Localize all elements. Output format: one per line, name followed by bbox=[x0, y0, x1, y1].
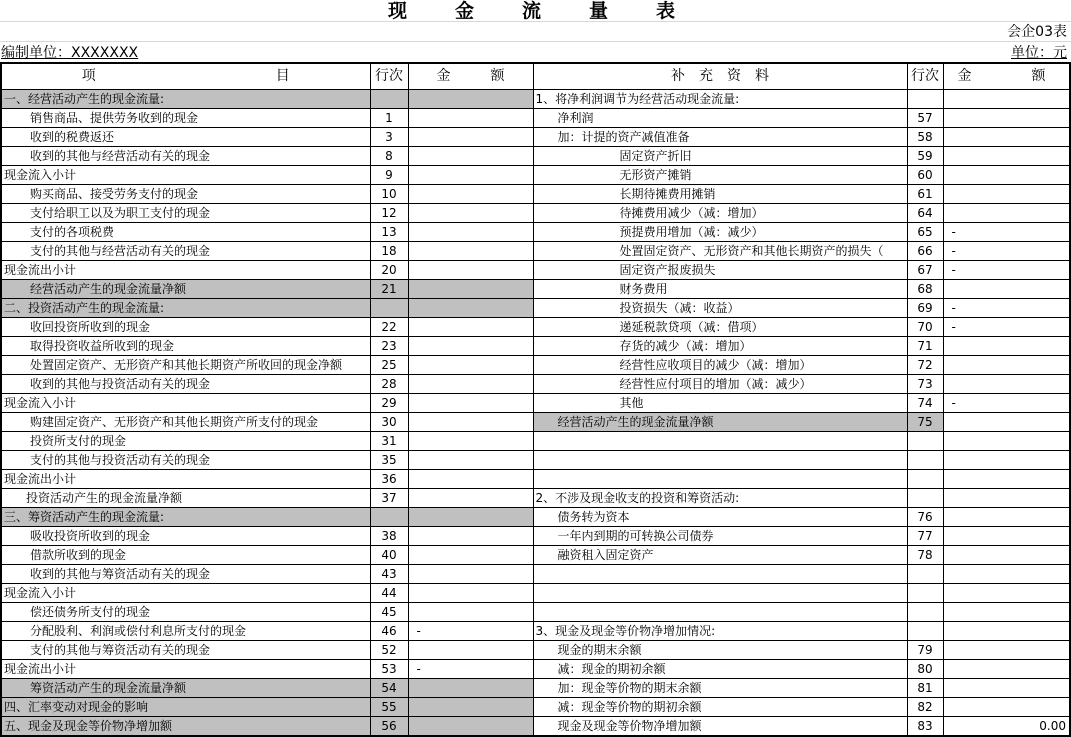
supplement-label: 固定资产报废损失 bbox=[533, 260, 907, 279]
amount-cell[interactable] bbox=[943, 146, 1070, 165]
item-label: 取得投资收益所收到的现金 bbox=[1, 336, 370, 355]
supplement-label: 待摊费用减少（减：增加） bbox=[533, 203, 907, 222]
table-row bbox=[1, 374, 1070, 393]
supplement-label: 无形资产摊销 bbox=[533, 165, 907, 184]
amount-cell[interactable] bbox=[408, 89, 533, 108]
row-number bbox=[907, 450, 943, 469]
company-label: 编制单位：XXXXXXX bbox=[1, 45, 139, 61]
item-label: 现金流出小计 bbox=[1, 659, 370, 678]
table-row bbox=[1, 203, 1070, 222]
item-label: 三、筹资活动产生的现金流量: bbox=[1, 507, 370, 526]
amount-cell[interactable] bbox=[408, 108, 533, 127]
amount-cell[interactable] bbox=[943, 697, 1070, 716]
header-row-no-right: 行次 bbox=[907, 63, 943, 89]
row-number: 45 bbox=[370, 602, 408, 621]
row-number: 37 bbox=[370, 488, 408, 507]
row-number: 65 bbox=[907, 222, 943, 241]
item-label: 一、经营活动产生的现金流量: bbox=[1, 89, 370, 108]
amount-cell[interactable] bbox=[943, 336, 1070, 355]
supplement-label: 递延税款贷项（减：借项） bbox=[533, 317, 907, 336]
item-label: 收到的其他与筹资活动有关的现金 bbox=[1, 564, 370, 583]
table-row bbox=[1, 697, 1070, 716]
supplement-label: 加：现金等价物的期末余额 bbox=[533, 678, 907, 697]
row-number: 61 bbox=[907, 184, 943, 203]
header-amount-right: 金 额 bbox=[943, 63, 1070, 89]
amount-cell[interactable] bbox=[408, 526, 533, 545]
row-number: 68 bbox=[907, 279, 943, 298]
item-label: 投资所支付的现金 bbox=[1, 431, 370, 450]
amount-cell[interactable] bbox=[943, 412, 1070, 431]
table-row bbox=[1, 526, 1070, 545]
row-number bbox=[907, 564, 943, 583]
row-number: 60 bbox=[907, 165, 943, 184]
amount-cell[interactable] bbox=[408, 564, 533, 583]
amount-cell[interactable] bbox=[408, 184, 533, 203]
amount-cell[interactable]: 0.00 bbox=[943, 716, 1070, 736]
form-number: 会企03表 bbox=[1007, 24, 1067, 40]
amount-cell[interactable] bbox=[943, 469, 1070, 488]
table-row bbox=[1, 469, 1070, 488]
supplement-label: 财务费用 bbox=[533, 279, 907, 298]
row-number: 23 bbox=[370, 336, 408, 355]
amount-cell[interactable] bbox=[943, 355, 1070, 374]
table-row bbox=[1, 317, 1070, 336]
item-label: 吸收投资所收到的现金 bbox=[1, 526, 370, 545]
supplement-label: 2、不涉及现金收支的投资和筹资活动: bbox=[533, 488, 907, 507]
row-number: 36 bbox=[370, 469, 408, 488]
item-label: 偿还债务所支付的现金 bbox=[1, 602, 370, 621]
table-row bbox=[1, 488, 1070, 507]
amount-cell[interactable] bbox=[408, 450, 533, 469]
row-number: 69 bbox=[907, 298, 943, 317]
supplement-label: 投资损失（减：收益） bbox=[533, 298, 907, 317]
row-number: 35 bbox=[370, 450, 408, 469]
item-label: 支付的各项税费 bbox=[1, 222, 370, 241]
row-number: 59 bbox=[907, 146, 943, 165]
amount-cell[interactable] bbox=[943, 640, 1070, 659]
amount-cell[interactable] bbox=[408, 507, 533, 526]
row-number: 43 bbox=[370, 564, 408, 583]
row-number: 40 bbox=[370, 545, 408, 564]
row-number: 79 bbox=[907, 640, 943, 659]
item-label: 五、现金及现金等价物净增加额 bbox=[1, 716, 370, 736]
amount-cell[interactable] bbox=[943, 108, 1070, 127]
amount-cell[interactable] bbox=[408, 203, 533, 222]
row-number: 66 bbox=[907, 241, 943, 260]
amount-cell[interactable] bbox=[943, 450, 1070, 469]
amount-cell[interactable] bbox=[943, 127, 1070, 146]
row-number: 9 bbox=[370, 165, 408, 184]
row-number: 31 bbox=[370, 431, 408, 450]
row-number: 21 bbox=[370, 279, 408, 298]
row-number: 10 bbox=[370, 184, 408, 203]
item-label: 收回投资所收到的现金 bbox=[1, 317, 370, 336]
row-number: 64 bbox=[907, 203, 943, 222]
table-row bbox=[1, 583, 1070, 602]
row-number: 55 bbox=[370, 697, 408, 716]
row-number bbox=[907, 431, 943, 450]
supplement-label: 融资租入固定资产 bbox=[533, 545, 907, 564]
supplement-label: 1、将净利润调节为经营活动现金流量: bbox=[533, 89, 907, 108]
item-label: 二、投资活动产生的现金流量: bbox=[1, 298, 370, 317]
item-label: 四、汇率变动对现金的影响 bbox=[1, 697, 370, 716]
supplement-label bbox=[533, 583, 907, 602]
amount-cell[interactable] bbox=[943, 526, 1070, 545]
supplement-label: 现金及现金等价物净增加额 bbox=[533, 716, 907, 736]
cash-flow-table bbox=[0, 62, 1071, 737]
item-label: 支付给职工以及为职工支付的现金 bbox=[1, 203, 370, 222]
amount-cell[interactable]: - bbox=[408, 621, 533, 640]
table-row bbox=[1, 146, 1070, 165]
table-row bbox=[1, 716, 1070, 736]
supplement-label: 一年内到期的可转换公司债券 bbox=[533, 526, 907, 545]
item-label: 筹资活动产生的现金流量净额 bbox=[1, 678, 370, 697]
row-number: 76 bbox=[907, 507, 943, 526]
supplement-label: 3、现金及现金等价物净增加情况: bbox=[533, 621, 907, 640]
amount-cell[interactable]: - bbox=[408, 659, 533, 678]
header-row bbox=[1, 63, 1070, 89]
row-number: 57 bbox=[907, 108, 943, 127]
row-number: 72 bbox=[907, 355, 943, 374]
table-row bbox=[1, 678, 1070, 697]
amount-cell[interactable] bbox=[943, 678, 1070, 697]
table-row bbox=[1, 507, 1070, 526]
item-label: 收到的其他与投资活动有关的现金 bbox=[1, 374, 370, 393]
table-row bbox=[1, 336, 1070, 355]
amount-cell[interactable] bbox=[943, 203, 1070, 222]
row-number: 77 bbox=[907, 526, 943, 545]
row-number: 74 bbox=[907, 393, 943, 412]
amount-cell[interactable]: - bbox=[943, 222, 1070, 241]
amount-cell[interactable] bbox=[943, 602, 1070, 621]
table-row bbox=[1, 108, 1070, 127]
amount-cell[interactable] bbox=[408, 716, 533, 736]
row-number: 13 bbox=[370, 222, 408, 241]
supplement-label: 存货的减少（减：增加） bbox=[533, 336, 907, 355]
item-label: 借款所收到的现金 bbox=[1, 545, 370, 564]
supplement-label bbox=[533, 602, 907, 621]
amount-cell[interactable] bbox=[408, 127, 533, 146]
header-supplement: 补 充 资 料 bbox=[533, 63, 907, 89]
row-number bbox=[907, 89, 943, 108]
row-number: 25 bbox=[370, 355, 408, 374]
amount-cell[interactable]: - bbox=[943, 298, 1070, 317]
amount-cell[interactable] bbox=[408, 146, 533, 165]
report-title: 现金流量表 bbox=[0, 0, 1071, 22]
table-row bbox=[1, 545, 1070, 564]
supplement-label: 减：现金的期初余额 bbox=[533, 659, 907, 678]
supplement-label: 现金的期末余额 bbox=[533, 640, 907, 659]
item-label: 现金流入小计 bbox=[1, 583, 370, 602]
amount-cell[interactable]: - bbox=[943, 393, 1070, 412]
amount-cell[interactable]: - bbox=[943, 260, 1070, 279]
amount-cell[interactable] bbox=[408, 640, 533, 659]
supplement-label: 处置固定资产、无形资产和其他长期资产的损失（ bbox=[533, 241, 907, 260]
row-number: 80 bbox=[907, 659, 943, 678]
amount-cell[interactable] bbox=[943, 89, 1070, 108]
row-number: 18 bbox=[370, 241, 408, 260]
row-number: 30 bbox=[370, 412, 408, 431]
header-row-no: 行次 bbox=[370, 63, 408, 89]
item-label: 收到的税费返还 bbox=[1, 127, 370, 146]
row-number: 81 bbox=[907, 678, 943, 697]
row-number bbox=[907, 621, 943, 640]
row-number: 67 bbox=[907, 260, 943, 279]
amount-cell[interactable] bbox=[943, 165, 1070, 184]
amount-cell[interactable] bbox=[408, 678, 533, 697]
row-number: 29 bbox=[370, 393, 408, 412]
amount-cell[interactable] bbox=[408, 488, 533, 507]
table-row bbox=[1, 355, 1070, 374]
supplement-label: 经营性应收项目的减少（减：增加） bbox=[533, 355, 907, 374]
supplement-label: 长期待摊费用摊销 bbox=[533, 184, 907, 203]
amount-cell[interactable] bbox=[408, 602, 533, 621]
row-number: 3 bbox=[370, 127, 408, 146]
table-row bbox=[1, 412, 1070, 431]
table-row bbox=[1, 393, 1070, 412]
supplement-label bbox=[533, 431, 907, 450]
row-number: 78 bbox=[907, 545, 943, 564]
item-label: 购买商品、接受劳务支付的现金 bbox=[1, 184, 370, 203]
amount-cell[interactable] bbox=[408, 279, 533, 298]
item-label: 经营活动产生的现金流量净额 bbox=[1, 279, 370, 298]
amount-cell[interactable] bbox=[408, 374, 533, 393]
amount-cell[interactable] bbox=[408, 469, 533, 488]
table-row bbox=[1, 640, 1070, 659]
row-number bbox=[370, 89, 408, 108]
amount-cell[interactable] bbox=[943, 564, 1070, 583]
table-row bbox=[1, 602, 1070, 621]
table-row bbox=[1, 450, 1070, 469]
amount-cell[interactable] bbox=[943, 488, 1070, 507]
supplement-label: 净利润 bbox=[533, 108, 907, 127]
item-label: 支付的其他与经营活动有关的现金 bbox=[1, 241, 370, 260]
row-number: 52 bbox=[370, 640, 408, 659]
amount-cell[interactable] bbox=[943, 507, 1070, 526]
row-number: 71 bbox=[907, 336, 943, 355]
row-number: 8 bbox=[370, 146, 408, 165]
row-number: 58 bbox=[907, 127, 943, 146]
item-label: 分配股利、利润或偿付利息所支付的现金 bbox=[1, 621, 370, 640]
row-number: 73 bbox=[907, 374, 943, 393]
row-number: 38 bbox=[370, 526, 408, 545]
supplement-label bbox=[533, 450, 907, 469]
row-number: 53 bbox=[370, 659, 408, 678]
row-number bbox=[370, 298, 408, 317]
amount-cell[interactable] bbox=[943, 184, 1070, 203]
supplement-label bbox=[533, 469, 907, 488]
row-number: 28 bbox=[370, 374, 408, 393]
amount-cell[interactable] bbox=[943, 621, 1070, 640]
supplement-label: 减：现金等价物的期初余额 bbox=[533, 697, 907, 716]
item-label: 销售商品、提供劳务收到的现金 bbox=[1, 108, 370, 127]
amount-cell[interactable] bbox=[408, 697, 533, 716]
table-row bbox=[1, 165, 1070, 184]
table-row bbox=[1, 621, 1070, 640]
item-label: 支付的其他与投资活动有关的现金 bbox=[1, 450, 370, 469]
row-number bbox=[907, 488, 943, 507]
row-number: 44 bbox=[370, 583, 408, 602]
amount-cell[interactable] bbox=[408, 336, 533, 355]
amount-cell[interactable] bbox=[408, 241, 533, 260]
table-row bbox=[1, 659, 1070, 678]
item-label: 现金流入小计 bbox=[1, 165, 370, 184]
supplement-label: 加：计提的资产减值准备 bbox=[533, 127, 907, 146]
row-number: 46 bbox=[370, 621, 408, 640]
header-amount: 金 额 bbox=[408, 63, 533, 89]
amount-cell[interactable] bbox=[943, 374, 1070, 393]
amount-cell[interactable] bbox=[943, 545, 1070, 564]
amount-cell[interactable]: - bbox=[943, 241, 1070, 260]
item-label: 现金流出小计 bbox=[1, 469, 370, 488]
row-number bbox=[907, 602, 943, 621]
item-label: 处置固定资产、无形资产和其他长期资产所收回的现金净额 bbox=[1, 355, 370, 374]
table-row bbox=[1, 298, 1070, 317]
amount-cell[interactable] bbox=[943, 279, 1070, 298]
supplement-label bbox=[533, 564, 907, 583]
supplement-label: 经营性应付项目的增加（减：减少） bbox=[533, 374, 907, 393]
amount-cell[interactable] bbox=[408, 222, 533, 241]
row-number bbox=[370, 507, 408, 526]
item-label: 支付的其他与筹资活动有关的现金 bbox=[1, 640, 370, 659]
row-number bbox=[907, 583, 943, 602]
supplement-label: 经营活动产生的现金流量净额 bbox=[533, 412, 907, 431]
header-item: 项 目 bbox=[1, 63, 370, 89]
amount-cell[interactable] bbox=[408, 412, 533, 431]
amount-cell[interactable] bbox=[408, 317, 533, 336]
row-number: 54 bbox=[370, 678, 408, 697]
amount-cell[interactable] bbox=[408, 431, 533, 450]
item-label: 收到的其他与经营活动有关的现金 bbox=[1, 146, 370, 165]
row-number: 75 bbox=[907, 412, 943, 431]
table-row bbox=[1, 260, 1070, 279]
table-row bbox=[1, 89, 1070, 108]
unit-label: 单位：元 bbox=[1011, 45, 1067, 61]
row-number: 1 bbox=[370, 108, 408, 127]
amount-cell[interactable] bbox=[408, 393, 533, 412]
amount-cell[interactable] bbox=[943, 583, 1070, 602]
amount-cell[interactable] bbox=[408, 545, 533, 564]
amount-cell[interactable] bbox=[408, 583, 533, 602]
row-number: 82 bbox=[907, 697, 943, 716]
table-row bbox=[1, 127, 1070, 146]
row-number bbox=[907, 469, 943, 488]
amount-cell[interactable]: - bbox=[943, 317, 1070, 336]
item-label: 购建固定资产、无形资产和其他长期资产所支付的现金 bbox=[1, 412, 370, 431]
supplement-label: 固定资产折旧 bbox=[533, 146, 907, 165]
item-label: 投资活动产生的现金流量净额 bbox=[1, 488, 370, 507]
table-row bbox=[1, 241, 1070, 260]
amount-cell[interactable] bbox=[408, 165, 533, 184]
table-row bbox=[1, 564, 1070, 583]
amount-cell[interactable] bbox=[408, 298, 533, 317]
report-meta bbox=[0, 42, 1071, 62]
supplement-label: 债务转为资本 bbox=[533, 507, 907, 526]
item-label: 现金流出小计 bbox=[1, 260, 370, 279]
supplement-label: 其他 bbox=[533, 393, 907, 412]
supplement-label: 预提费用增加（减：减少） bbox=[533, 222, 907, 241]
row-number: 56 bbox=[370, 716, 408, 736]
amount-cell[interactable] bbox=[408, 260, 533, 279]
row-number: 20 bbox=[370, 260, 408, 279]
item-label: 现金流入小计 bbox=[1, 393, 370, 412]
table-row bbox=[1, 222, 1070, 241]
table-row bbox=[1, 184, 1070, 203]
amount-cell[interactable] bbox=[943, 431, 1070, 450]
table-row bbox=[1, 431, 1070, 450]
row-number: 83 bbox=[907, 716, 943, 736]
amount-cell[interactable] bbox=[943, 659, 1070, 678]
row-number: 12 bbox=[370, 203, 408, 222]
amount-cell[interactable] bbox=[408, 355, 533, 374]
table-row bbox=[1, 279, 1070, 298]
row-number: 22 bbox=[370, 317, 408, 336]
row-number: 70 bbox=[907, 317, 943, 336]
